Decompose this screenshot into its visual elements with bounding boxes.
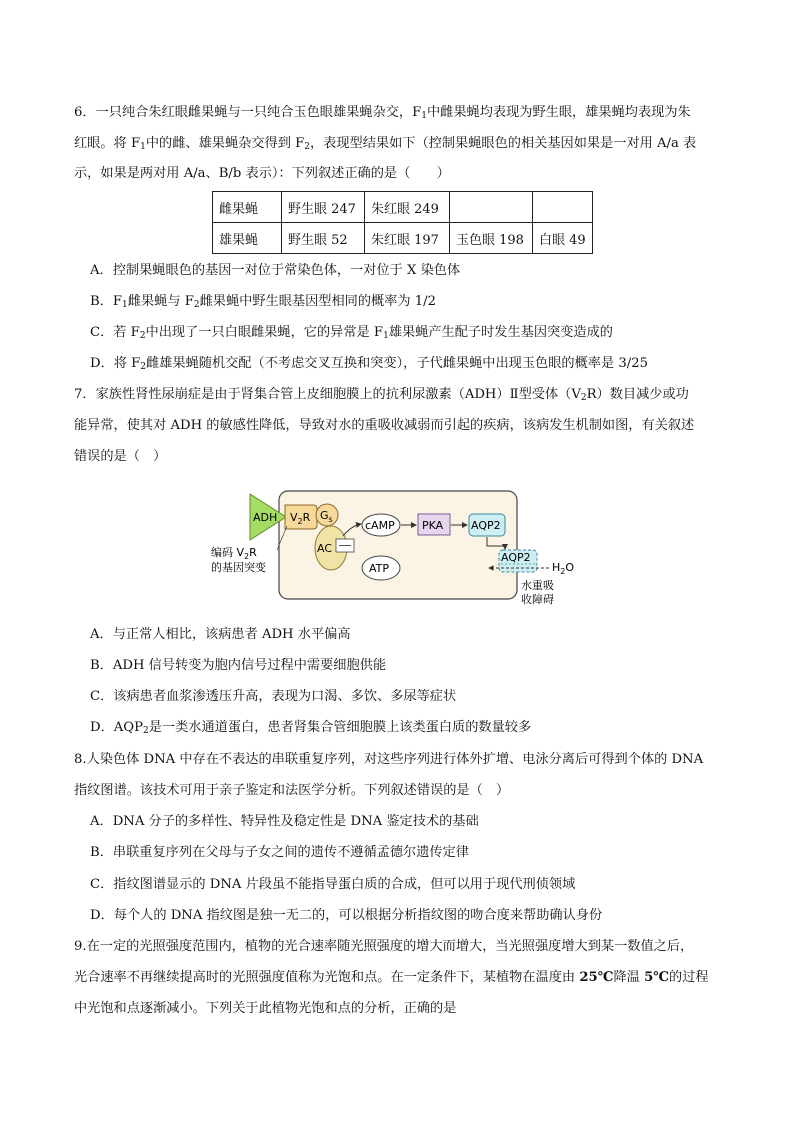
q9-text: 的过程: [669, 970, 709, 985]
q7-option-c: C．该病患者血浆渗透压升高，表现为口渴、多饮、多尿等症状: [90, 689, 457, 704]
pka-label: PKA: [422, 519, 444, 532]
subscript: 2: [139, 331, 146, 341]
q8-option-d: D．每个人的 DNA 指纹图是独一无二的，可以根据分析指纹图的吻合度来帮助确认身份: [90, 908, 603, 923]
q8-stem-line2: 指纹图谱。该技术可用于亲子鉴定和法医学分析。下列叙述错误的是（ ）: [74, 783, 510, 798]
aqp2-top-label: AQP2: [471, 519, 501, 532]
subscript: 2: [142, 726, 149, 736]
q6-text: 红眼。将 F: [74, 136, 141, 151]
q7-stem-line3: 错误的是（ ）: [74, 449, 167, 464]
q6-text: 中的雌、雄果蝇杂交得到 F: [145, 136, 305, 151]
table-cell: 雌果蝇: [213, 192, 282, 223]
table-cell: 玉色眼 198: [450, 223, 533, 254]
subscript: 2: [580, 393, 587, 403]
q6-option-b: [90, 293, 436, 314]
q9-temp-end: 5℃: [644, 970, 670, 985]
q6-text: ，表现型结果如下（控制果蝇眼色的相关基因如果是一对用 A/a 表: [309, 136, 697, 151]
gs-label: $G_s$: [320, 509, 333, 524]
adh-label: ADH: [253, 511, 278, 524]
q8-stem-line1: 8.人染色体 DNA 中存在不表达的串联重复序列，对这些序列进行体外扩增、电泳分离后可得到个体的 DNA: [74, 752, 704, 767]
q7-option-d: [90, 719, 531, 740]
q6-text: 中雌果蝇均表现为野生眼，雄果蝇均表现为朱: [426, 105, 691, 120]
q7-stem-line1: [74, 386, 734, 407]
table-cell: [450, 192, 533, 223]
q6-stem-line3: 示，如果是两对用 A/a、B/b 表示）：下列叙述正确的是（ ）: [74, 166, 450, 181]
q6-stem-line1: [74, 104, 734, 125]
camp-label: cAMP: [365, 519, 395, 532]
barrier-label-line2: 收障碍: [521, 593, 554, 606]
q6-text: 6．一只纯合朱红眼雌果蝇与一只纯合玉色眼雄果蝇杂交，F: [74, 105, 422, 120]
q6-stem-line2: [74, 135, 734, 156]
barrier-label-line1: 水重吸: [521, 579, 554, 592]
q6-text: 雌果蝇与 F: [127, 294, 194, 309]
q7-text: 是一类水通道蛋白，患者肾集合管细胞膜上该类蛋白质的数量较多: [148, 720, 532, 735]
receptor-label: $V_2R$: [290, 511, 311, 526]
subscript: 1: [122, 300, 128, 310]
q7-option-b: B．ADH 信号转变为胞内信号过程中需要细胞供能: [90, 658, 387, 673]
q6-text: 中出现了一只白眼雌果蝇，它的异常是 F: [145, 325, 384, 340]
q9-text: 光合速率不再继续提高时的光照强度值称为光饱和点。在一定条件下，某植物在温度由: [74, 970, 580, 985]
subscript: 1: [421, 111, 427, 121]
q7-option-a: A．与正常人相比，该病患者 ADH 水平偏高: [90, 627, 351, 642]
q7-stem-line2: 能异常，使其对 ADH 的敏感性降低，导致对水的重吸收减弱而引起的疾病，该病发生机制如图，有关叙述: [74, 418, 695, 433]
q6-text: D．将 F: [90, 356, 141, 371]
mutation-label-line2: 的基因突变: [211, 561, 266, 574]
q9-temp-start: 25℃: [579, 970, 614, 985]
q6-text: 雌果蝇中野生眼基因型相同的概率为 1/2: [199, 294, 437, 309]
q8-option-b: B．串联重复序列在父母与子女之间的遗传不遵循孟德尔遗传定律: [90, 845, 469, 860]
atp-label: ATP: [369, 562, 390, 575]
q9-stem-line2: [74, 969, 734, 987]
q8-option-a: A．DNA 分子的多样性、特异性及稳定性是 DNA 鉴定技术的基础: [90, 814, 479, 829]
q6-text: 雄果蝇产生配子时发生基因突变造成的: [388, 325, 613, 340]
table-cell: [533, 192, 593, 223]
phenotype-table: [212, 191, 593, 254]
table-cell: 白眼 49: [533, 223, 593, 254]
q9-stem-line1: 9.在一定的光照强度范围内，植物的光合速率随光照强度的增大而增大，当光照强度增大到某一数值之后，: [74, 939, 694, 954]
subscript: 1: [383, 331, 389, 341]
table-row: [213, 192, 593, 223]
q6-option-a: A．控制果蝇眼色的基因一对位于常染色体，一对位于 X 染色体: [90, 263, 461, 278]
table-cell: 雄果蝇: [213, 223, 282, 254]
subscript: 2: [304, 142, 310, 152]
q6-text: C．若 F: [90, 325, 140, 340]
ac-label: AC: [317, 542, 333, 555]
subscript: 2: [140, 362, 147, 372]
table-cell: 朱红眼 197: [365, 223, 450, 254]
q8-option-c: C．指纹图谱显示的 DNA 片段虽不能指导蛋白质的合成，但可以用于现代刑侦领域: [90, 877, 576, 892]
q6-option-d: [90, 355, 648, 376]
q9-stem-line3: 中光饱和点逐渐减小。下列关于此植物光饱和点的分析，正确的是: [74, 1001, 457, 1016]
subscript: 1: [140, 142, 146, 152]
table-cell: 野生眼 52: [282, 223, 365, 254]
aqp2-bottom-label: AQP2: [501, 551, 531, 564]
table-cell: 朱红眼 249: [365, 192, 450, 223]
q9-text: 降温: [613, 970, 645, 985]
subscript: 2: [193, 300, 200, 310]
adh-mechanism-diagram: [205, 488, 595, 606]
q6-text: B．F: [90, 294, 123, 309]
h2o-label: $H_2O$: [552, 561, 575, 576]
mutation-label-line1: 编码 $V_2R$: [211, 546, 257, 561]
table-cell: 野生眼 247: [282, 192, 365, 223]
q7-text: 7．家族性肾性尿崩症是由于肾集合管上皮细胞膜上的抗利尿激素（ADH）Ⅱ型受体（V: [74, 387, 581, 402]
q7-text: R）数目减少或功: [586, 387, 689, 402]
table-row: [213, 223, 593, 254]
q6-option-c: [90, 324, 613, 345]
q7-text: D．AQP: [90, 720, 143, 735]
q6-text: 雌雄果蝇随机交配（不考虑交叉互换和突变），子代雌果蝇中出现玉色眼的概率是 3/25: [146, 356, 648, 371]
